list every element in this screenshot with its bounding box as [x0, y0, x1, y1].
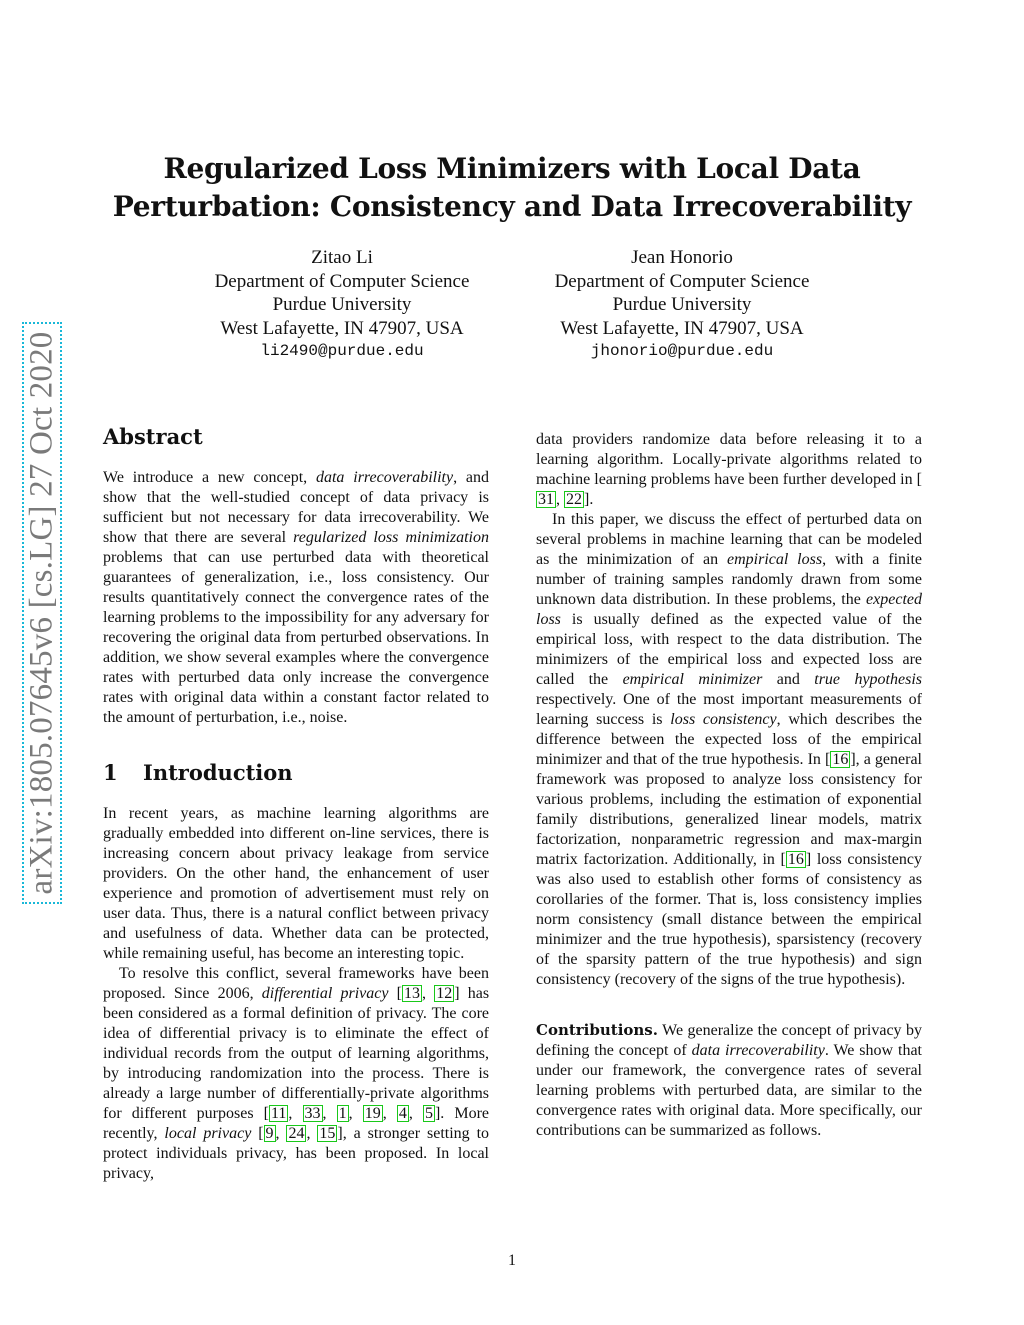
- citation-link[interactable]: 31: [538, 491, 554, 508]
- author-email: li2490@purdue.edu: [260, 342, 424, 360]
- citation-link[interactable]: 4: [398, 1105, 407, 1122]
- author-name: Jean Honorio: [631, 247, 733, 268]
- intro-paragraph-2-continued: data providers randomize data before releasing it to a learning algorithm. Locally-private algorithms related to machine learning problems have been further developed in [31 , 22 ].: [536, 431, 922, 508]
- paper-title: [0, 150, 1024, 226]
- title-line-1: Regularized Loss Minimizers with Local Data: [163, 152, 861, 185]
- author-block-2: [512, 246, 852, 364]
- author-address: West Lafayette, IN 47907, USA: [220, 317, 464, 339]
- author-email: jhonorio@purdue.edu: [590, 342, 774, 360]
- page-number: 1: [508, 1252, 516, 1269]
- citation-link[interactable]: 15: [319, 1125, 336, 1142]
- author-department: Department of Computer Science: [554, 270, 810, 292]
- intro-paragraph-3: In this paper, we discuss the effect of perturbed data on several problems in machine learning that can be modeled as the minimization of an empirical loss, with a finite number of training samples randomly drawn from some unknown data distribution. In these problems, the expected loss is usually defined as the expected value of the empirical loss, with respect to the data distribution. The minimizers of the empirical loss and expected loss are called the empirical minimizer and true hypothesis respectively. One of the most important measurements of learning success is loss consistency, which describes the difference between the expected loss of the empirical minimizer and that of the true hypothesis. In [ 16 ], a general framework was proposed to analyze loss consistency for various problems, including the estimation of exponential family distributions, generalized linear models, matrix factorization, nonparametric regression and max-margin matrix factorization. Additionally, in [ 16 ] loss consistency was also used to establish other forms of consistency as corollaries of the former. That is, loss consistency implies norm consistency (small distance between the empirical minimizer and the true hypothesis), sparsistency (recovery of the sparsity pattern of the true hypothesis) and sign consistency (recovery of the signs of the true hypothesis).: [536, 511, 923, 988]
- citation-link[interactable]: 13: [404, 985, 420, 1002]
- citation-link[interactable]: 1: [338, 1105, 347, 1122]
- intro-paragraph-1: In recent years, as machine learning algorithms are gradually embedded into different on-line services, there is increasing concern about privacy leakage from service providers. On the other hand, the enhancement of user experience and promotion of advertisement must rely on user data. Thus, there is a natural conflict between privacy and usefulness of data. Whether data can be protected, while remaining useful, has become an interesting topic.: [103, 805, 489, 962]
- citation-link[interactable]: 22: [566, 491, 582, 508]
- citation-link[interactable]: 9: [265, 1125, 274, 1142]
- contributions-paragraph: Contributions. We generalize the concept of privacy by defining the concept of data irrecoverability. We show that under our framework, the convergence rates of several learning problems with perturbed data, are similar to the convergence rates with original data. More specifically, our contributions can be summarized as follows.: [536, 1021, 922, 1139]
- author-university: Purdue University: [612, 294, 752, 315]
- citation-link[interactable]: 5: [424, 1105, 433, 1122]
- abstract-heading: Abstract: [103, 424, 203, 449]
- left-column: [103, 422, 489, 1184]
- citation-link[interactable]: 16: [787, 851, 804, 868]
- citation-link[interactable]: 24: [288, 1125, 305, 1142]
- author-block-1: [172, 246, 512, 364]
- contributions-label: Contributions.: [536, 1021, 658, 1039]
- intro-heading: [103, 758, 489, 788]
- citation-link[interactable]: 33: [304, 1105, 321, 1122]
- citation-link[interactable]: 16: [832, 751, 849, 768]
- right-column: [536, 430, 922, 1141]
- abstract-text: We introduce a new concept, data irrecoverability, and show that the well-studied concept of data privacy is sufficient but not necessary for data irrecoverability. We show that there are several regularized loss minimization problems that can use perturbed data with theoretical guarantees of generalization, i.e., loss consistency. Our results quantitatively connect the convergence rates of the learning problems to the impossibility for any adversary for recovering the original data from perturbed observations. In addition, we show several examples where the convergence rates with perturbed data only increase the convergence rates with original data within a constant factor related to the amount of perturbation, i.e., noise.: [103, 469, 490, 726]
- section-title: Introduction: [143, 760, 293, 785]
- section-number: 1: [103, 760, 118, 785]
- author-address: West Lafayette, IN 47907, USA: [560, 317, 804, 339]
- citation-link[interactable]: 11: [270, 1105, 287, 1122]
- author-university: Purdue University: [272, 294, 412, 315]
- author-department: Department of Computer Science: [214, 270, 470, 292]
- title-line-2: Perturbation: Consistency and Data Irrecoverability: [112, 190, 912, 223]
- intro-paragraph-2: To resolve this conflict, several frameworks have been proposed. Since 2006, differential privacy [ 13 , 12 ] has been considered as a formal definition of privacy. The core idea of differential privacy is to eliminate the effect of individual records from the output of learning algorithms, by introducing randomization into the process. There is already a large number of differentially-private algorithms for different purposes [ 11 , 33 , 1 , 19 , 4 , 5 ]. More recently, local privacy [ 9 , 24 , 15 ], a stronger setting to protect individuals privacy, has been proposed. In local privacy,: [103, 965, 490, 1182]
- citation-link[interactable]: 19: [364, 1105, 381, 1122]
- arxiv-identifier: arXiv:1805.07645v6 [cs.LG] 27 Oct 2020: [23, 331, 60, 895]
- citation-link[interactable]: 12: [436, 985, 453, 1002]
- author-name: Zitao Li: [311, 247, 373, 268]
